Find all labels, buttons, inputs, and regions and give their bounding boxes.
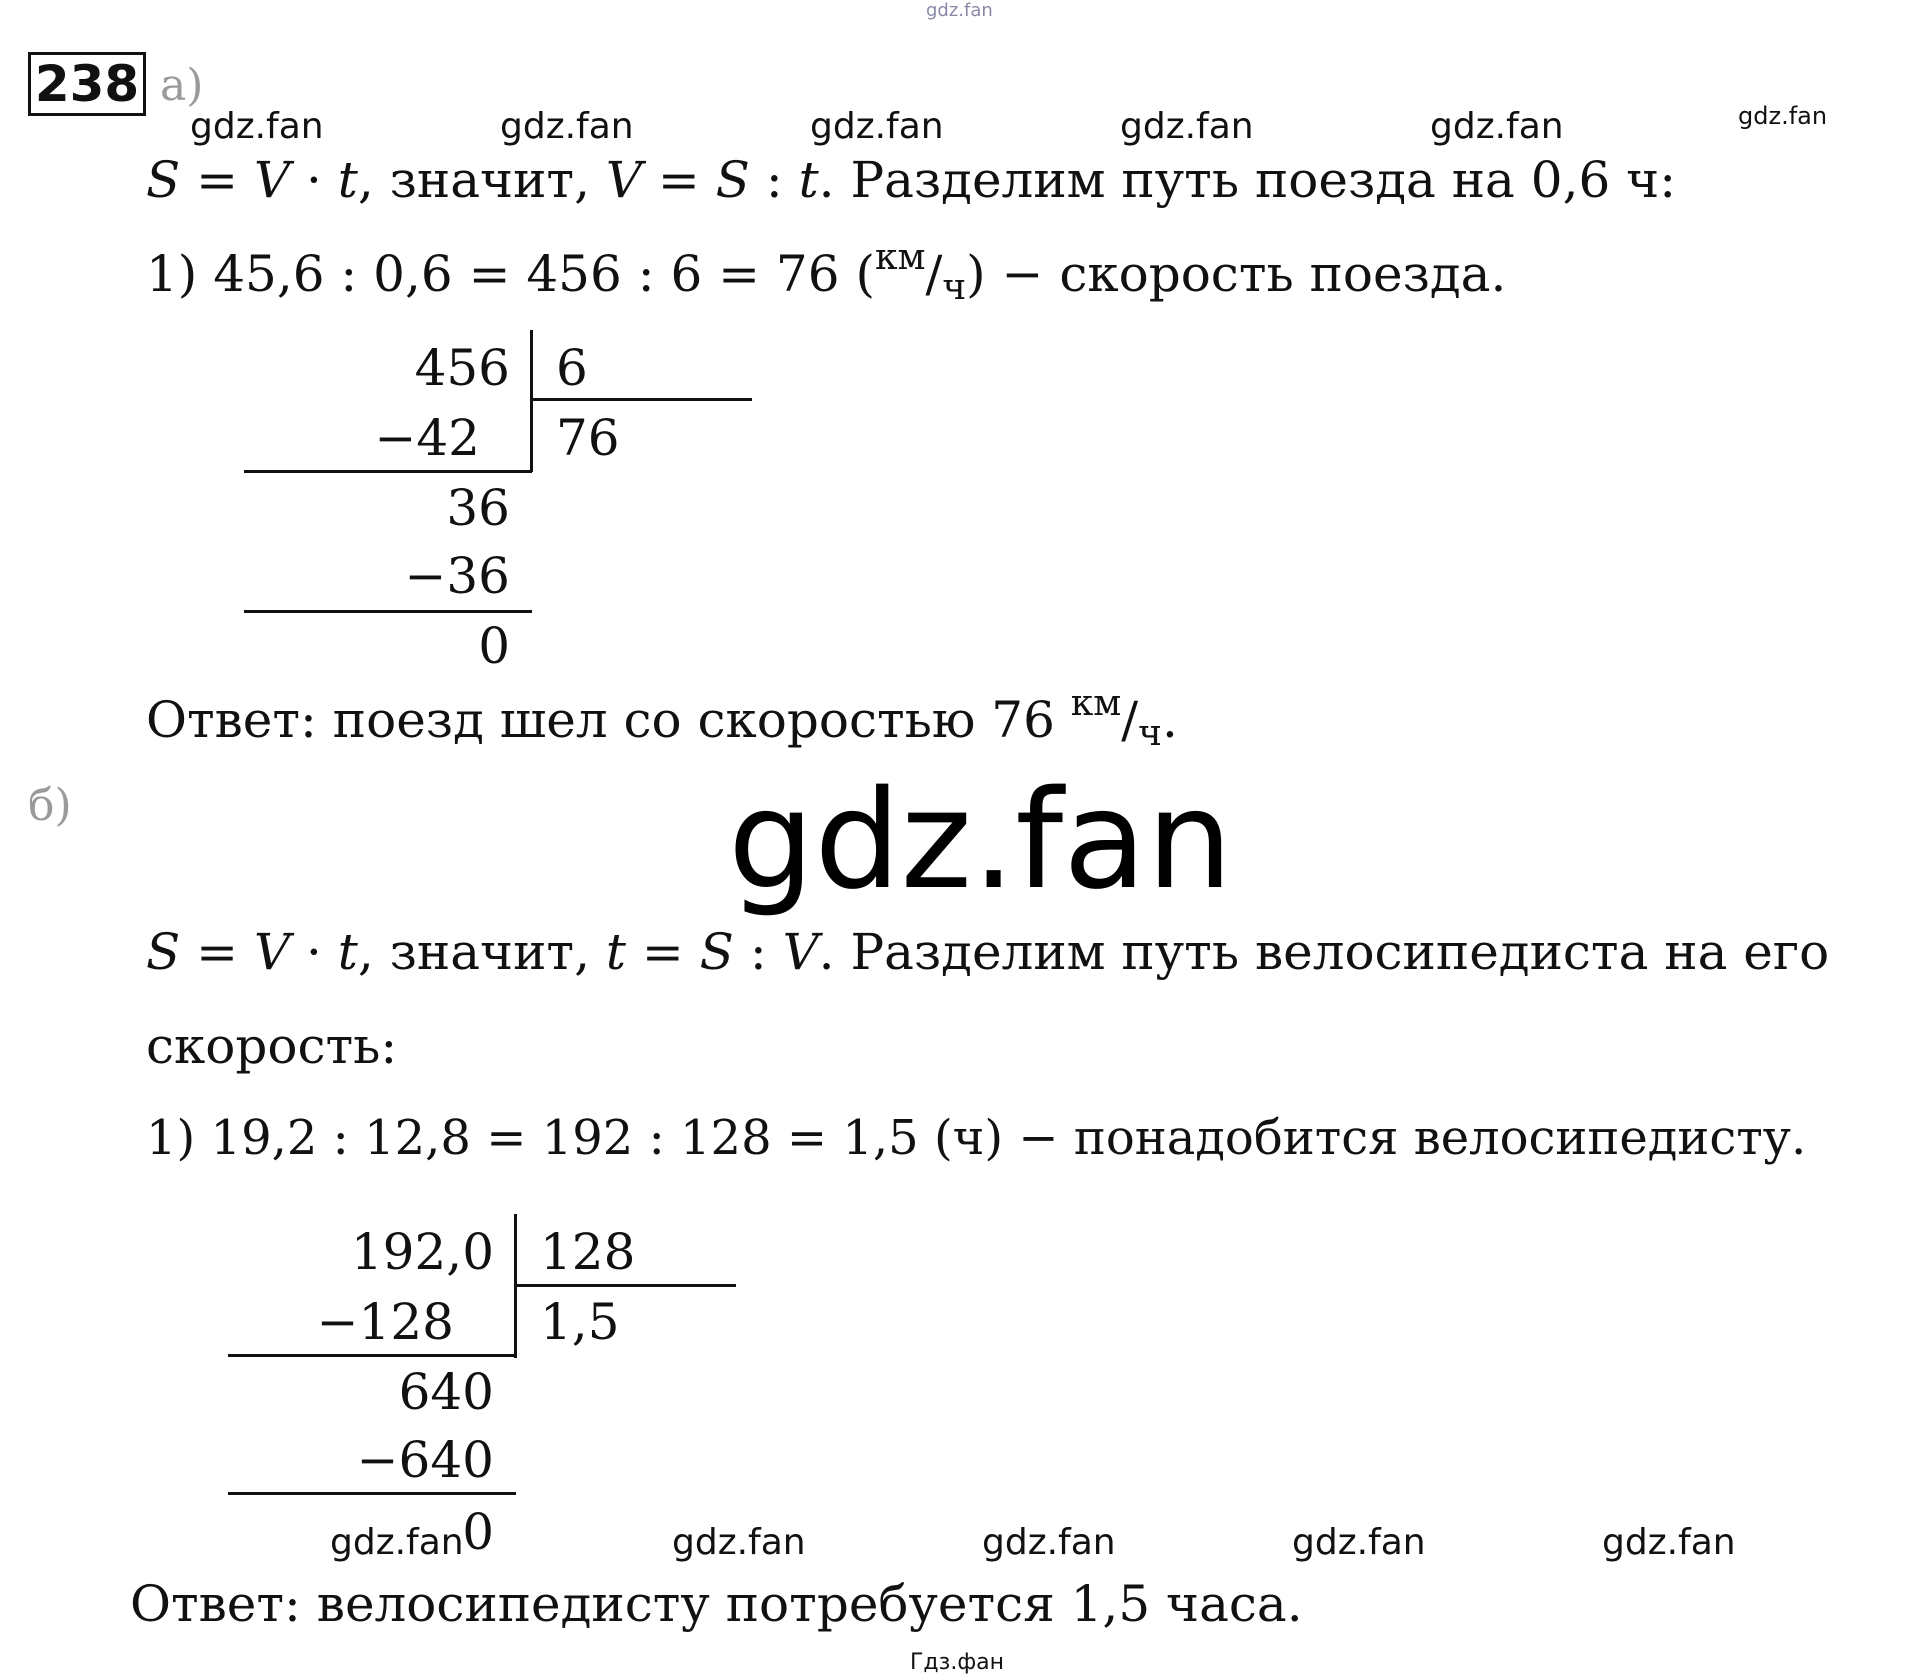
var-t2: t (605, 923, 626, 981)
dot: · (290, 923, 338, 981)
eq2: = (625, 923, 700, 981)
subtrahend-1: −128 (316, 1293, 454, 1351)
answer-unit-den: ч (1138, 713, 1162, 754)
text-znachit: , значит, (357, 151, 606, 209)
watermark-top-4: gdz.fan (1120, 106, 1254, 147)
var-v2: V (605, 151, 642, 209)
answer-unit: $^{км}$/ч (1070, 683, 1162, 754)
subtraction-line-2 (228, 1492, 516, 1495)
eq: = (180, 151, 254, 209)
colon: : (749, 151, 799, 209)
problem-number: 238 (34, 55, 140, 113)
subtraction-line-2 (244, 610, 532, 613)
watermark-bottom-2: gdz.fan (672, 1522, 806, 1563)
eq: = (180, 923, 254, 981)
part-b-label: б) (28, 780, 72, 831)
text-znachit: , значит, (357, 923, 606, 981)
part-b-formula-line (146, 922, 1829, 982)
part-a-label: а) (160, 60, 204, 111)
divisor: 6 (556, 339, 588, 397)
remainder-1: 36 (446, 479, 510, 537)
var-v: V (253, 923, 291, 981)
var-t: t (337, 151, 358, 209)
watermark-top-2: gdz.fan (500, 106, 634, 147)
subtrahend-1: −42 (374, 409, 480, 467)
subtraction-line-1 (228, 1354, 516, 1357)
footer-label: Гдз.фан (910, 1650, 1004, 1675)
step-prefix: 1) 45,6 : 0,6 = 456 : 6 = 76 ( (146, 245, 875, 303)
var-s: S (146, 151, 181, 209)
quotient: 1,5 (540, 1293, 620, 1351)
divisor: 128 (540, 1223, 636, 1281)
quotient: 76 (556, 409, 620, 467)
dividend: 456 (414, 339, 510, 397)
line-rest: . Разделим путь поезда на 0,6 ч: (818, 151, 1677, 209)
var-s: S (146, 923, 181, 981)
watermark-bottom-3: gdz.fan (982, 1522, 1116, 1563)
remainder-2: 0 (478, 617, 510, 675)
unit-fraction: $^{км}$/ч (874, 237, 967, 308)
var-v2: V (782, 923, 819, 981)
subtraction-line-1 (244, 470, 532, 473)
watermark-big: gdz.fan (728, 762, 1233, 920)
watermark-top-3: gdz.fan (810, 106, 944, 147)
remainder-1: 640 (398, 1363, 494, 1421)
answer-suffix: . (1161, 691, 1178, 749)
answer-prefix: Ответ: поезд шел со скоростью 76 (146, 691, 1071, 749)
dot: · (290, 151, 338, 209)
watermark-top-5: gdz.fan (1430, 106, 1564, 147)
divisor-underline (514, 1284, 736, 1287)
line-rest: . Разделим путь велосипедиста на его (818, 923, 1830, 981)
watermark-bottom-5: gdz.fan (1602, 1522, 1736, 1563)
subtrahend-2: −640 (356, 1431, 494, 1489)
var-v: V (253, 151, 291, 209)
part-a-formula-line (146, 150, 1676, 210)
subtrahend-2: −36 (404, 547, 510, 605)
var-s2: S (715, 151, 750, 209)
answer-unit-num: км (1070, 683, 1122, 724)
eq2: = (641, 151, 716, 209)
dividend: 192,0 (350, 1223, 494, 1281)
part-a-answer (146, 683, 1178, 756)
step-suffix: ) − скорость поезда. (966, 245, 1507, 303)
unit-num: км (874, 237, 926, 278)
var-s2: S (699, 923, 734, 981)
part-b-answer: Ответ: велосипедисту потребуется 1,5 часа. (130, 1575, 1303, 1633)
site-label-top: gdz.fan (926, 0, 993, 21)
part-b-step-1: 1) 19,2 : 12,8 = 192 : 128 = 1,5 (ч) − понадобится велосипедисту. (146, 1110, 1807, 1166)
part-b-line-2: скорость: (146, 1017, 398, 1075)
watermark-bottom-1: gdz.fan (330, 1522, 464, 1563)
remainder-2: 0 (462, 1503, 494, 1561)
colon: : (733, 923, 783, 981)
watermark-top-right: gdz.fan (1738, 102, 1828, 130)
watermark-bottom-4: gdz.fan (1292, 1522, 1426, 1563)
part-a-step-1 (146, 237, 1507, 310)
var-t: t (337, 923, 358, 981)
var-t2: t (798, 151, 819, 209)
unit-den: ч (942, 267, 967, 308)
watermark-top-1: gdz.fan (190, 106, 324, 147)
division-bar-vertical (530, 330, 533, 472)
divisor-underline (530, 398, 752, 401)
problem-number-box (28, 52, 146, 116)
